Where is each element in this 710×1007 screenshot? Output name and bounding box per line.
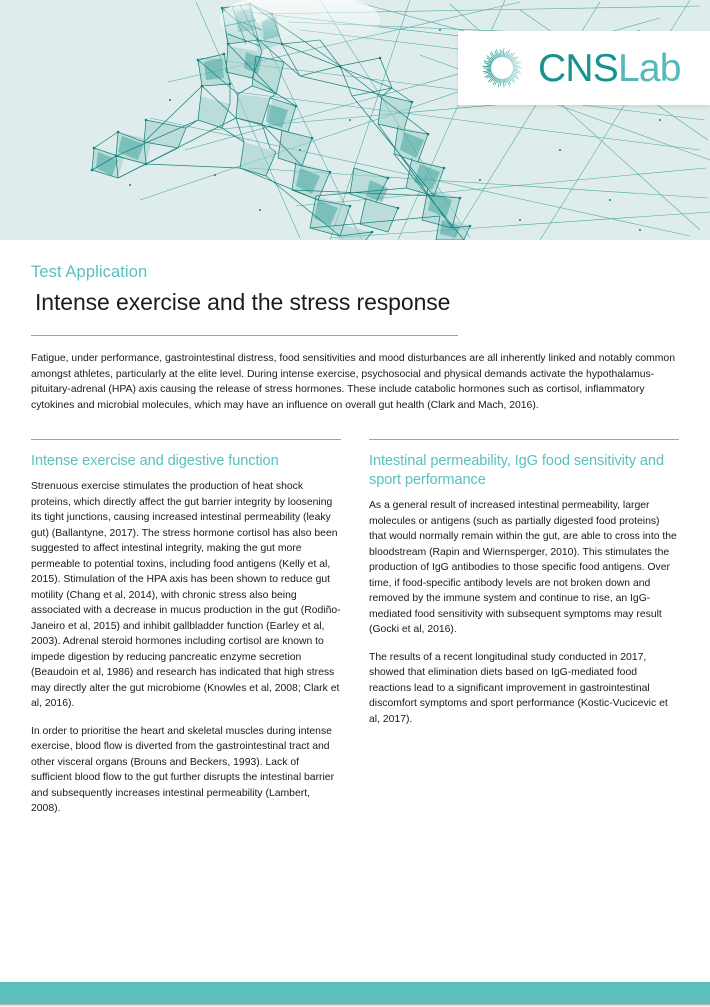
column-left xyxy=(31,439,341,817)
page-edge-shadow xyxy=(0,1003,710,1007)
column-divider-right xyxy=(369,439,679,440)
brand-name-primary: CNS xyxy=(538,46,618,90)
column-right-paragraph-1: As a general result of increased intestinal permeability, larger molecules or antigens (such as partially digested food proteins) that would normally remain within the gut, are able to cross into the bloodstream (Rapin and Wiernsperger, 2010). This stimulates the production of IgG antibodies to those specific food antigens. Over time, if food-specific antibody levels are not broken down and removed by the immune system and continue to rise, an IgG-mediated food sensitivity with subsequent symptoms may result (Gocki et al, 2016). xyxy=(369,500,677,635)
column-right-paragraph-2: The results of a recent longitudinal study conducted in 2017, showed that elimination diets based on IgG-mediated food reactions lead to a significant improvement in gastrointestinal discomfort symptoms and sport performance (Kostic-Vucicevic et al, 2017). xyxy=(369,651,668,725)
column-right xyxy=(369,439,679,817)
document-sheet xyxy=(0,240,710,982)
column-left-paragraph-2: In order to prioritise the heart and skeletal muscles during intense exercise, blood flow is diverted from the gastrointestinal tract and other visceral organs (Brouns and Beckers, 1993). Lack of sufficient blood flow to the gut further disrupts the intestinal barrier and subsequently increases intestinal permeability (Lambert, 2008). xyxy=(31,725,335,814)
brand-logo[interactable] xyxy=(458,31,710,105)
footer-bar xyxy=(0,982,710,1003)
radial-burst-icon xyxy=(476,42,528,94)
page-title: Intense exercise and the stress response xyxy=(35,289,451,315)
column-heading-right: Intestinal permeability, IgG food sensitivity and sport performance xyxy=(369,453,664,488)
page-eyebrow: Test Application xyxy=(31,263,148,281)
intro-paragraph: Fatigue, under performance, gastrointestinal distress, food sensitivities and mood disturbances are all inherently linked and notably common amongst athletes, particularly at the elite level. During intense exercise, psychosocial and physical demands activate the hypothalamus-pituitary-adrenal (HPA) axis causing the release of stress hormones. These include catabolic hormones such as cortisol, inflammatory cytokines and microbial molecules, which may have an influence on overall gut health (Clark and Mach, 2016). xyxy=(31,353,675,411)
document-content xyxy=(31,240,679,817)
column-left-paragraph-1: Strenuous exercise stimulates the production of heat shock proteins, which directly affect the gut barrier integrity by loosening its tight junctions, causing increased intestinal permeability (leaky gut) (Ballantyne, 2017). The stress hormone cortisol has also been suggested to affect intestinal integrity, making the gut more permeable to potential toxins, including food antigens (Kelly et al, 2015). Stimulation of the HPA axis has been shown to reduce gut motility (Chang et al, 2014), with chronic stress also being associated with a decrease in mucus production in the gut (Rodiño-Janeiro et al, 2015) and inhibit gallbladder function (Earley et al, 2003). Adrenal steroid hormones including cortisol are known to impede digestion by reducing pancreatic enzyme secretion (Beaudoin et al, 1986) and research has indicated that high stress may directly alter the gut microbiome (Knowles et al, 2008; Clark et al, 2016). xyxy=(31,481,341,709)
column-divider-left xyxy=(31,439,341,440)
column-heading-left: Intense exercise and digestive function xyxy=(31,453,279,469)
brand-wordmark xyxy=(538,46,681,90)
title-divider xyxy=(31,335,458,336)
header-banner xyxy=(0,0,710,240)
article-columns xyxy=(31,439,679,817)
brand-name-secondary: Lab xyxy=(617,46,681,90)
